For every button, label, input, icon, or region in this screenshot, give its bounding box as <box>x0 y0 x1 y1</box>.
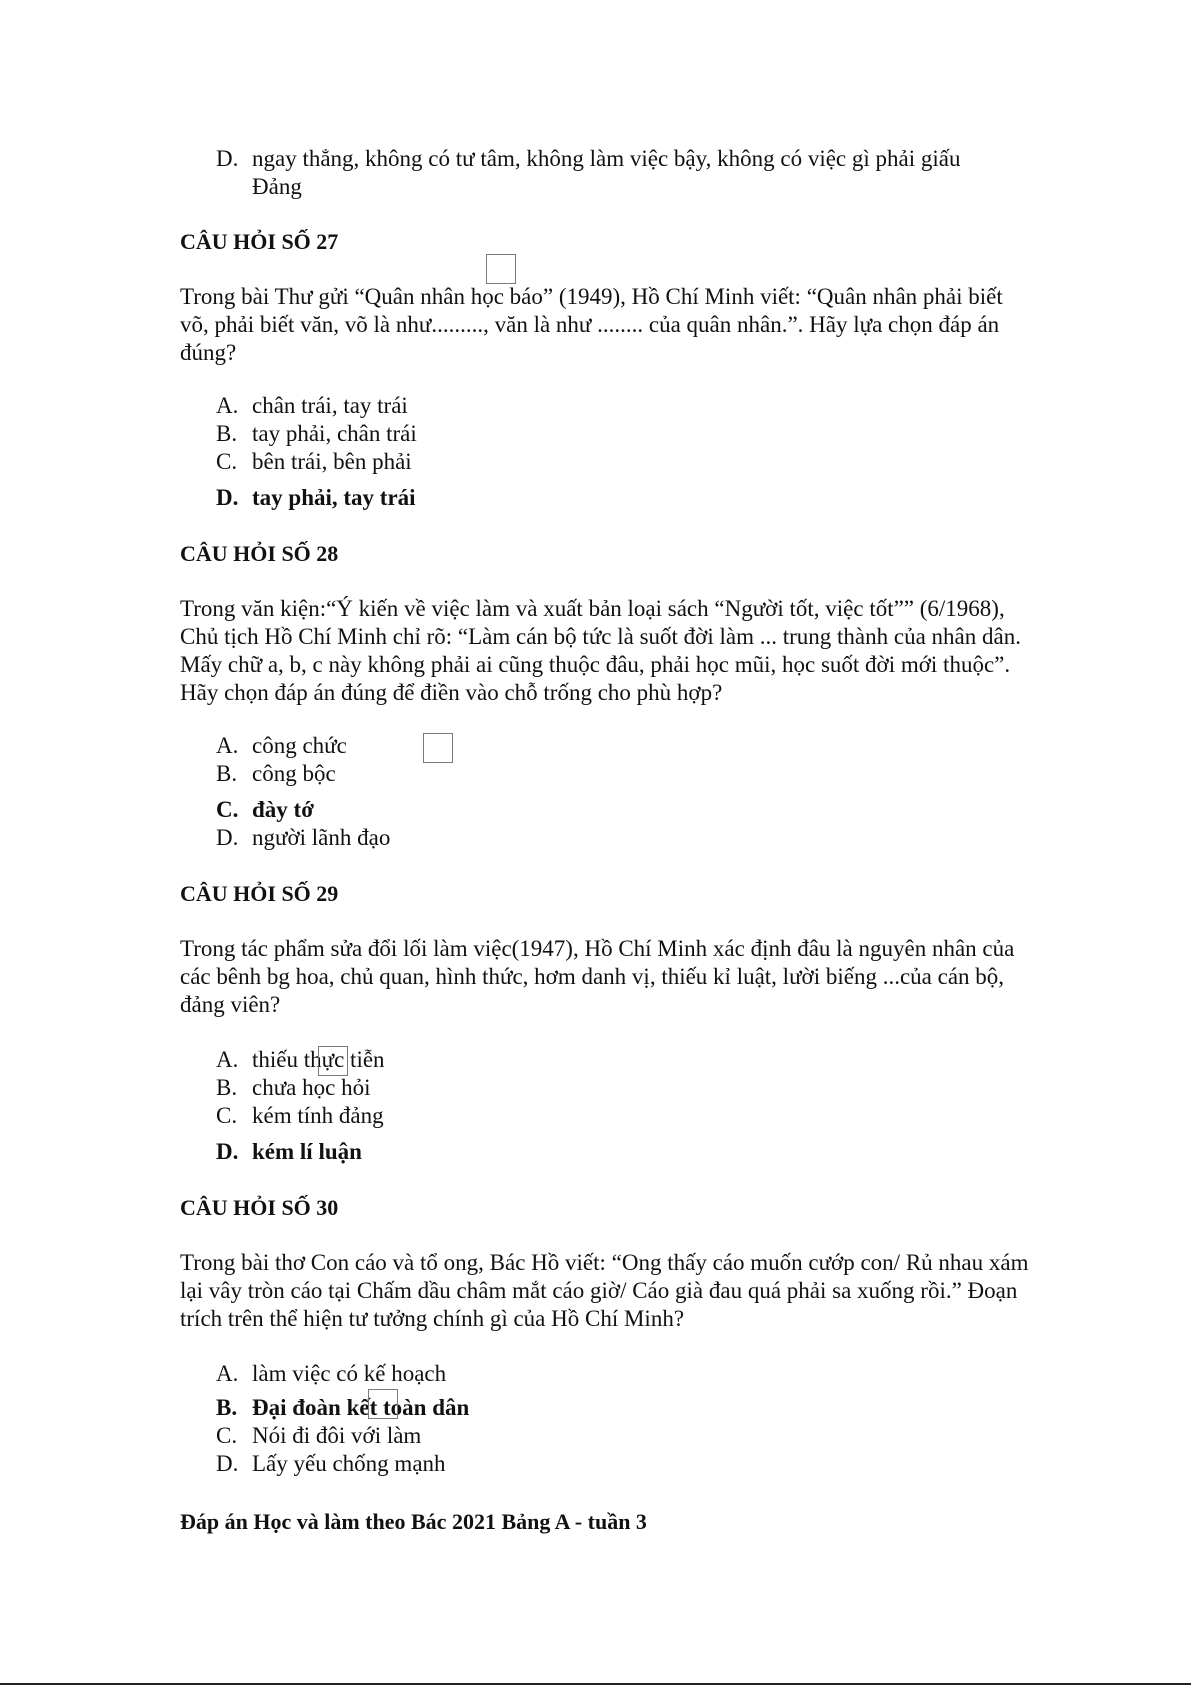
q30-option-b-correct <box>216 1395 469 1421</box>
option-letter: D. <box>216 146 239 171</box>
option-letter: A. <box>216 1361 239 1386</box>
q28-heading: CÂU HỎI SỐ 28 <box>180 541 339 566</box>
q30-question-text: Trong bài thơ Con cáo và tổ ong, Bác Hồ viết: “Ong thấy cáo muốn cướp con/ Rủ nhau xám lại vây tròn cáo tại Chấm dầu châm mắt cáo giờ/ Cáo già đau quá phải sa xuống rồi.” Đoạn trích trên thể hiện tư tưởng chính gì của Hồ Chí Minh? <box>180 1250 1029 1331</box>
empty-checkbox <box>486 254 516 284</box>
option-letter: D. <box>216 1451 239 1476</box>
option-letter: D. <box>216 1139 239 1164</box>
option-letter: D. <box>216 485 239 510</box>
q26-option-d <box>216 145 960 173</box>
option-letter: B. <box>216 1075 238 1100</box>
q29-option-c <box>216 1103 384 1129</box>
option-text: người lãnh đạo <box>252 825 391 850</box>
q28-option-d <box>216 825 390 851</box>
q30-option-d <box>216 1451 446 1477</box>
empty-checkbox <box>368 1389 398 1419</box>
q28-option-c-correct <box>216 797 314 823</box>
q30-option-c <box>216 1423 421 1449</box>
option-text: kém tính đảng <box>252 1103 384 1128</box>
option-letter: A. <box>216 393 239 418</box>
option-text: công chức <box>252 733 347 758</box>
q30-heading: CÂU HỎI SỐ 30 <box>180 1195 339 1220</box>
option-text: tay phải, chân trái <box>252 421 417 446</box>
option-text: chưa học hỏi <box>252 1075 371 1100</box>
option-text: kém lí luận <box>252 1139 362 1164</box>
q29-question-text: Trong tác phẩm sửa đổi lối làm việc(1947), Hồ Chí Minh xác định đâu là nguyên nhân của các bênh bg hoa, chủ quan, hình thức, hơm danh vị, thiếu kỉ luật, lười biếng ...của cán bộ, đảng viên? <box>180 936 1015 1017</box>
option-letter: B. <box>216 1395 238 1420</box>
option-text: công bộc <box>252 761 336 786</box>
option-text: bên trái, bên phải <box>252 449 412 474</box>
option-text: chân trái, tay trái <box>252 393 408 418</box>
option-letter: B. <box>216 761 238 786</box>
option-letter: D. <box>216 825 239 850</box>
option-letter: B. <box>216 421 238 446</box>
q28-question-text: Trong văn kiện:“Ý kiến về việc làm và xuất bản loại sách “Người tốt, việc tốt”” (6/1968), Chủ tịch Hồ Chí Minh chỉ rõ: “Làm cán bộ tức là suốt đời làm ... trung thành của nhân dân. Mấy chữ a, b, c này không phải ai cũng thuộc đâu, phải học mũi, học suốt đời mới thuộc”. Hãy chọn đáp án đúng để điền vào chỗ trống cho phù hợp? <box>180 596 1021 705</box>
option-letter: A. <box>216 1047 239 1072</box>
q27-heading: CÂU HỎI SỐ 27 <box>180 229 339 254</box>
answer-section-heading: Đáp án Học và làm theo Bác 2021 Bảng A - tuần 3 <box>180 1509 647 1534</box>
q27-option-d-correct <box>216 485 416 511</box>
q27-question-text: Trong bài Thư gửi “Quân nhân học báo” (1949), Hồ Chí Minh viết: “Quân nhân phải biết võ, phải biết văn, võ là như........., văn là như ........ của quân nhân.”. Hãy lựa chọn đáp án đúng? <box>180 284 1003 365</box>
option-text: thiếu thực tiễn <box>252 1047 385 1072</box>
q29-option-a <box>216 1047 385 1073</box>
q28-option-a <box>216 733 347 759</box>
q30-option-a <box>216 1361 446 1387</box>
q27-option-a <box>216 393 408 419</box>
option-text: Đại đoàn kết toàn dân <box>252 1395 470 1420</box>
q29-heading: CÂU HỎI SỐ 29 <box>180 881 339 906</box>
option-letter: C. <box>216 1103 238 1128</box>
option-text: làm việc có kế hoạch <box>252 1361 447 1386</box>
q27-option-b <box>216 421 417 447</box>
q29-option-b <box>216 1075 370 1101</box>
option-letter: C. <box>216 449 238 474</box>
option-letter: C. <box>216 1423 238 1448</box>
q27-option-c <box>216 449 412 475</box>
option-text: tay phải, tay trái <box>252 485 416 510</box>
q28-option-b <box>216 761 336 787</box>
option-text: đày tớ <box>252 797 314 822</box>
empty-checkbox <box>423 733 453 763</box>
option-text: ngay thẳng, không có tư tâm, không làm việc bậy, không có việc gì phải giấu <box>252 146 961 171</box>
option-letter: C. <box>216 797 239 822</box>
empty-checkbox <box>318 1046 348 1076</box>
option-text: Lấy yếu chống mạnh <box>252 1451 446 1476</box>
q26-option-d-continued: Đảng <box>252 174 302 199</box>
option-letter: A. <box>216 733 239 758</box>
option-text: Nói đi đôi với làm <box>252 1423 422 1448</box>
q29-option-d-correct <box>216 1139 362 1165</box>
